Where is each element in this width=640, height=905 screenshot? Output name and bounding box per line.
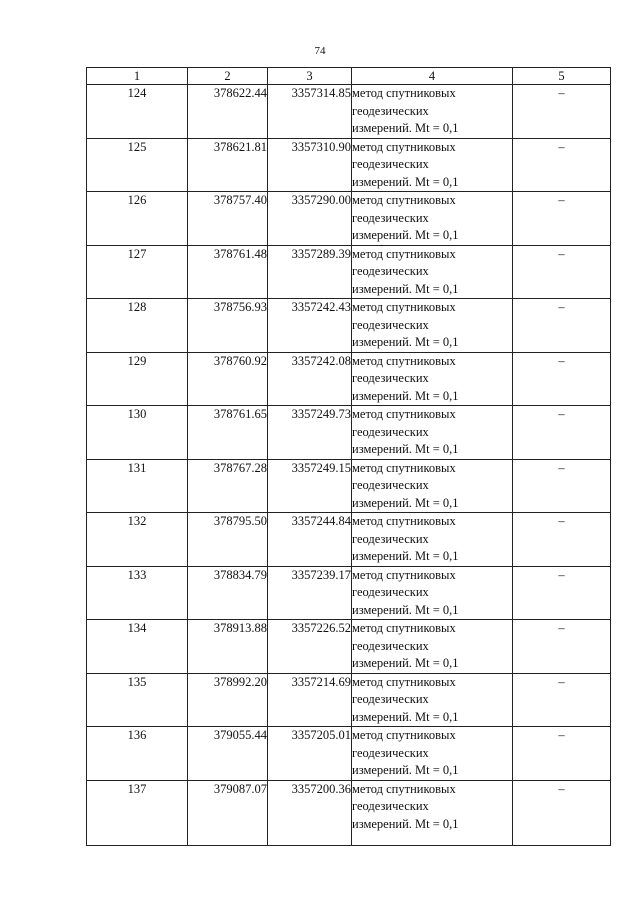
table-row bbox=[87, 352, 611, 406]
method-cell: метод спутниковых геодезических измерений. Mt = 0,1 bbox=[352, 566, 513, 620]
table-row bbox=[87, 192, 611, 246]
column-header-2: 2 bbox=[188, 68, 268, 85]
x-coordinate-cell: 378913.88 bbox=[188, 620, 268, 674]
point-number-cell: 126 bbox=[87, 192, 188, 246]
y-coordinate-cell: 3357249.73 bbox=[268, 406, 352, 460]
column-header-4: 4 bbox=[352, 68, 513, 85]
method-cell: метод спутниковых геодезических измерений. Mt = 0,1 bbox=[352, 245, 513, 299]
y-coordinate-cell: 3357242.08 bbox=[268, 352, 352, 406]
point-number-cell: 136 bbox=[87, 727, 188, 781]
x-coordinate-cell: 378622.44 bbox=[188, 85, 268, 139]
x-coordinate-cell: 378834.79 bbox=[188, 566, 268, 620]
table-row bbox=[87, 138, 611, 192]
table-row bbox=[87, 85, 611, 139]
method-cell: метод спутниковых геодезических измерений. Mt = 0,1 bbox=[352, 673, 513, 727]
method-cell: метод спутниковых геодезических измерений. Mt = 0,1 bbox=[352, 299, 513, 353]
point-number-cell: 125 bbox=[87, 138, 188, 192]
y-coordinate-cell: 3357314.85 bbox=[268, 85, 352, 139]
note-cell: – bbox=[513, 513, 611, 567]
x-coordinate-cell: 378621.81 bbox=[188, 138, 268, 192]
x-coordinate-cell: 378756.93 bbox=[188, 299, 268, 353]
table-row bbox=[87, 513, 611, 567]
y-coordinate-cell: 3357200.36 bbox=[268, 780, 352, 845]
method-cell: метод спутниковых геодезических измерений. Mt = 0,1 bbox=[352, 459, 513, 513]
method-cell: метод спутниковых геодезических измерений. Mt = 0,1 bbox=[352, 727, 513, 781]
note-cell: – bbox=[513, 85, 611, 139]
method-cell: метод спутниковых геодезических измерений. Mt = 0,1 bbox=[352, 513, 513, 567]
y-coordinate-cell: 3357242.43 bbox=[268, 299, 352, 353]
table-row bbox=[87, 780, 611, 845]
note-cell: – bbox=[513, 566, 611, 620]
y-coordinate-cell: 3357205.01 bbox=[268, 727, 352, 781]
x-coordinate-cell: 379087.07 bbox=[188, 780, 268, 845]
x-coordinate-cell: 379055.44 bbox=[188, 727, 268, 781]
column-header-3: 3 bbox=[268, 68, 352, 85]
y-coordinate-cell: 3357249.15 bbox=[268, 459, 352, 513]
note-cell: – bbox=[513, 620, 611, 674]
point-number-cell: 129 bbox=[87, 352, 188, 406]
table-row bbox=[87, 459, 611, 513]
point-number-cell: 130 bbox=[87, 406, 188, 460]
point-number-cell: 135 bbox=[87, 673, 188, 727]
point-number-cell: 137 bbox=[87, 780, 188, 845]
point-number-cell: 134 bbox=[87, 620, 188, 674]
table-row bbox=[87, 673, 611, 727]
method-cell: метод спутниковых геодезических измерений. Mt = 0,1 bbox=[352, 352, 513, 406]
note-cell: – bbox=[513, 299, 611, 353]
point-number-cell: 131 bbox=[87, 459, 188, 513]
table-row bbox=[87, 727, 611, 781]
point-number-cell: 124 bbox=[87, 85, 188, 139]
note-cell: – bbox=[513, 727, 611, 781]
table-row bbox=[87, 620, 611, 674]
note-cell: – bbox=[513, 245, 611, 299]
note-cell: – bbox=[513, 780, 611, 845]
table-header-row bbox=[87, 68, 611, 85]
y-coordinate-cell: 3357310.90 bbox=[268, 138, 352, 192]
note-cell: – bbox=[513, 459, 611, 513]
point-number-cell: 128 bbox=[87, 299, 188, 353]
point-number-cell: 133 bbox=[87, 566, 188, 620]
method-cell: метод спутниковых геодезических измерений. Mt = 0,1 bbox=[352, 620, 513, 674]
table-row bbox=[87, 406, 611, 460]
column-header-1: 1 bbox=[87, 68, 188, 85]
y-coordinate-cell: 3357289.39 bbox=[268, 245, 352, 299]
method-cell: метод спутниковых геодезических измерений. Mt = 0,1 bbox=[352, 780, 513, 845]
y-coordinate-cell: 3357214.69 bbox=[268, 673, 352, 727]
point-number-cell: 132 bbox=[87, 513, 188, 567]
x-coordinate-cell: 378757.40 bbox=[188, 192, 268, 246]
x-coordinate-cell: 378767.28 bbox=[188, 459, 268, 513]
x-coordinate-cell: 378760.92 bbox=[188, 352, 268, 406]
table-row bbox=[87, 566, 611, 620]
method-cell: метод спутниковых геодезических измерений. Mt = 0,1 bbox=[352, 85, 513, 139]
note-cell: – bbox=[513, 352, 611, 406]
x-coordinate-cell: 378761.48 bbox=[188, 245, 268, 299]
column-header-5: 5 bbox=[513, 68, 611, 85]
note-cell: – bbox=[513, 192, 611, 246]
coordinates-table bbox=[86, 67, 611, 846]
page-number: 74 bbox=[314, 45, 326, 57]
y-coordinate-cell: 3357226.52 bbox=[268, 620, 352, 674]
y-coordinate-cell: 3357290.00 bbox=[268, 192, 352, 246]
point-number-cell: 127 bbox=[87, 245, 188, 299]
note-cell: – bbox=[513, 138, 611, 192]
y-coordinate-cell: 3357239.17 bbox=[268, 566, 352, 620]
method-cell: метод спутниковых геодезических измерений. Mt = 0,1 bbox=[352, 406, 513, 460]
x-coordinate-cell: 378761.65 bbox=[188, 406, 268, 460]
method-cell: метод спутниковых геодезических измерений. Mt = 0,1 bbox=[352, 192, 513, 246]
y-coordinate-cell: 3357244.84 bbox=[268, 513, 352, 567]
table-row bbox=[87, 299, 611, 353]
table-row bbox=[87, 245, 611, 299]
x-coordinate-cell: 378992.20 bbox=[188, 673, 268, 727]
method-cell: метод спутниковых геодезических измерений. Mt = 0,1 bbox=[352, 138, 513, 192]
note-cell: – bbox=[513, 673, 611, 727]
note-cell: – bbox=[513, 406, 611, 460]
x-coordinate-cell: 378795.50 bbox=[188, 513, 268, 567]
